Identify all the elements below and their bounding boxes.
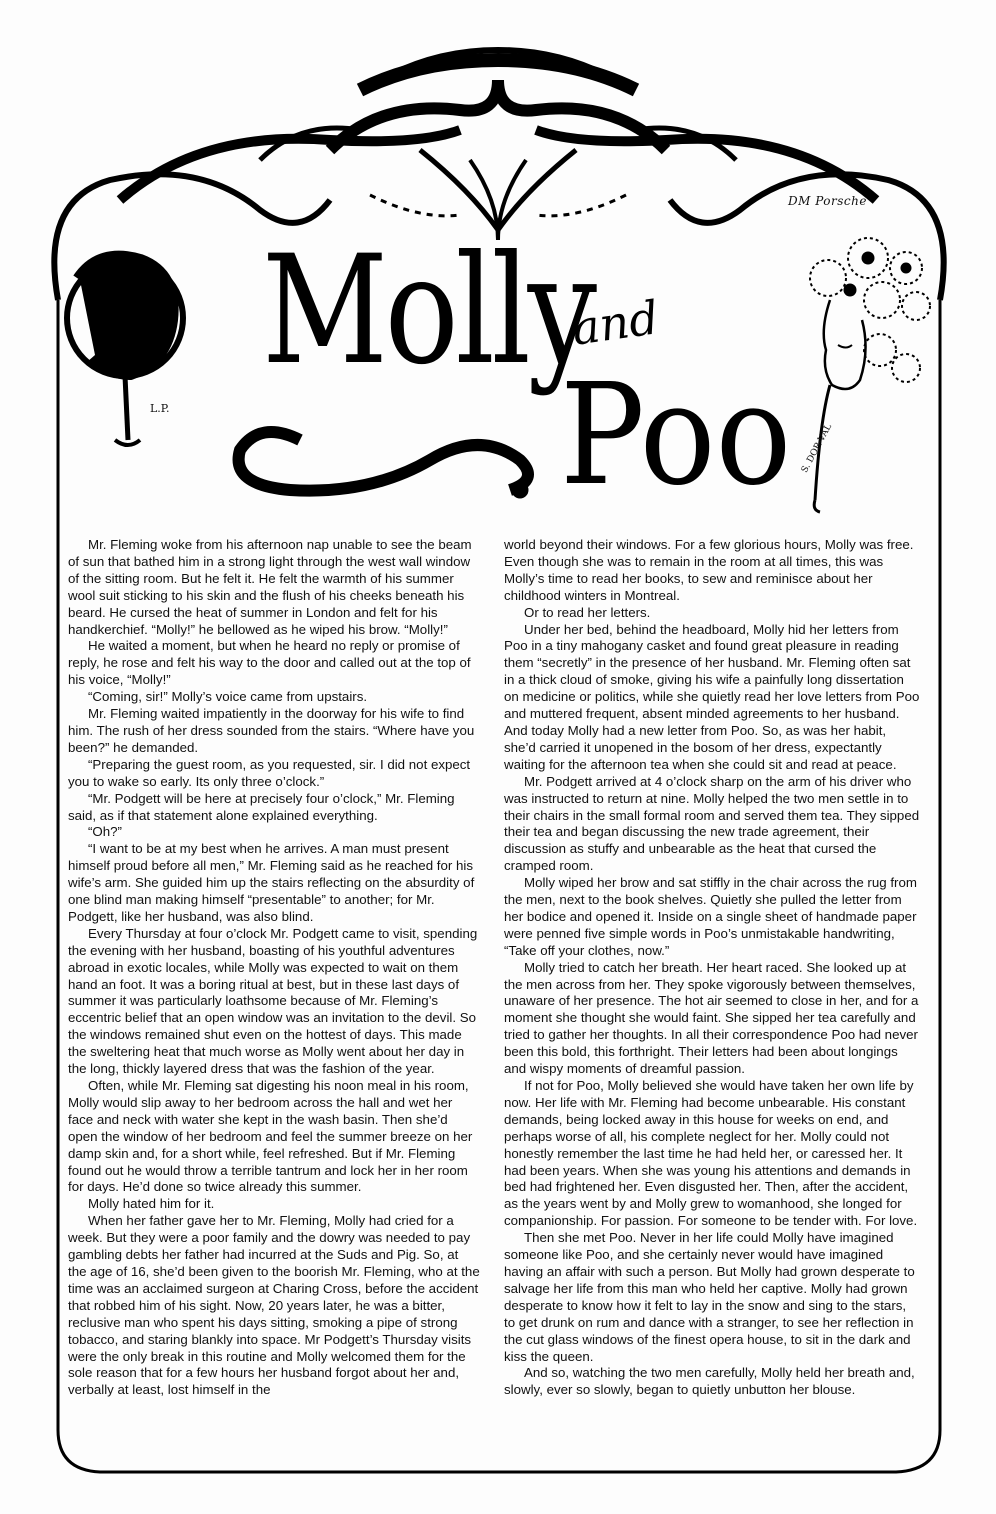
- left-portrait-signature: L.P.: [150, 402, 170, 415]
- paragraph: Often, while Mr. Fleming sat digesting his noon meal in his room, Molly would slip away to her bedroom across the hall and wet her face and neck with water she kept in the wash basin. Then she’d open the window of her bedroom and feel the summer breeze on her damp skin and, for a short while, feel refreshed. But if Mr. Fleming found out he would throw a terrible tantrum and lock her in her room for days. He’d done so twice already this summer.: [68, 1078, 473, 1195]
- paragraph: “Mr. Podgett will be here at precisely four o’clock,” Mr. Fleming said, as if that statement alone explained everything.: [68, 790, 455, 823]
- paragraph: Molly wiped her brow and sat stiffly in the chair across the rug from the men, next to the book shelves. Quietly she pulled the letter from her bodice and opened it. Inside on a single sheet of handmade paper were penned five simple words in Poo’s unmistakable handwriting, “Take off your clothes, now.”: [504, 875, 917, 958]
- paragraph: “Preparing the guest room, as you requested, sir. I did not expect you to wake so early. Its only three o’clock.”: [68, 756, 471, 789]
- paragraph: When her father gave her to Mr. Fleming, Molly had cried for a week. But they were a poor family and the dowry was needed to pay gambling debts her father had incurred at the Suds and Pig. So, at the age of 16, she’d been given to the boorish Mr. Fleming, who at the time was an acclaimed surgeon at Charing Cross, before the accident that robbed him of his sight. Now, 20 years later, he was a bitter, reclusive man who spent his days sitting, smoking a pipe of strong tobacco, and staring blankly into space. Mr Podgett’s Thursday visits were the only break in this routine and Molly welcomed them for the sole reason that for a few hours her husband forgot about her and, verbally at least, lost himself in the: [68, 1213, 480, 1398]
- paragraph: Molly tried to catch her breath. Her heart raced. She looked up at the men across from her. They spoke vigorously between themselves, unaware of her presence. The hot air seemed to close in her, and for a moment she thought she would faint. She sipped her tea carefully and tried to gather her thoughts. In all their correspondence Poo had never been this bold, this forthright. Their letters had been about longings and wispy moments of dreamful passion.: [504, 959, 919, 1077]
- right-portrait-signature: S. DOR-VAL: [800, 422, 835, 475]
- title-poo: Poo: [560, 354, 792, 517]
- paragraph: Every Thursday at four o’clock Mr. Podgett came to visit, spending the evening with her husband, boasting of his youthful adventures abroad in exotic locales, while Molly was expected to wait on them hand an foot. It was a boring ritual at best, but in these last days of summer it was particularly loathsome because of Mr. Fleming’s eccentric belief that an open window was an invitation to the devil. So the windows remained shut even on the hottest of days. This made the sweltering heat that much worse as Molly went about her day in the long, thickly layered dress that was the fashion of the year.: [68, 925, 478, 1077]
- story-column-left: [68, 537, 480, 1399]
- story-column-right: [504, 537, 920, 1399]
- paragraph: And so, watching the two men carefully, Molly held her breath and, slowly, ever so slowly, began to quietly unbutton her blouse.: [504, 1365, 915, 1398]
- paragraph: If not for Poo, Molly believed she would have taken her own life by now. Her life with Mr. Fleming had become unbearable. His constant demands, being locked away in this house for weeks on end, and perhaps worse of all, his complete neglect for her. Molly could not honestly remember the last time he had held her, or caressed her. It had been years. When she was young his attentions and demands in bed had frightened her. Even disgusted her. Then, after the accident, as the years went by and Molly grew to womanhood, she longed for companionship. For passion. For someone to be tender with. For love.: [504, 1078, 918, 1229]
- title-flourish: [239, 432, 528, 498]
- artist-signature: DM Porsche: [788, 194, 867, 208]
- paragraph: Mr. Fleming woke from his afternoon nap unable to see the beam of sun that bathed him in a strong light through the west wall window of the sitting room. But he felt it. He felt the warmth of his summer wool suit sticking to his skin and the flush of his cheeks beneath his beard. He cursed the heat of summer in London and felt for his handkerchief. “Molly!” he bellowed as he wiped his brow. “Molly!”: [68, 537, 472, 637]
- left-portrait-mirror: [67, 259, 183, 445]
- right-portrait-woman: [810, 238, 930, 512]
- paragraph: world beyond their windows. For a few glorious hours, Molly was free. Even though she was to remain in the room at all times, this was Molly’s time to read her books, to sew and reminisce about her childhood winters in Montreal.: [504, 537, 914, 603]
- paragraph: “Oh?”: [88, 824, 122, 840]
- paragraph: Or to read her letters.: [524, 604, 651, 620]
- paragraph: Molly hated him for it.: [88, 1196, 215, 1212]
- paragraph: Mr. Fleming waited impatiently in the doorway for his wife to find him. The rush of her dress sounded from the stairs. “Where have you been?” he demanded.: [68, 706, 475, 755]
- paragraph: Mr. Podgett arrived at 4 o’clock sharp on the arm of his driver who was instructed to return at nine. Molly helped the two men settle in to their chairs in the small formal room and served them tea. They sipped their tea and began discussing the new trade agreement, their discussion as stuffy and unbearable as the heat that cursed the cramped room.: [504, 773, 920, 874]
- title-and: and: [568, 290, 662, 356]
- title-molly: Molly: [262, 224, 594, 398]
- paragraph: He waited a moment, but when he heard no reply or promise of reply, he rose and felt his way to the door and called out at the top of his voice, “Molly!”: [68, 638, 471, 688]
- paragraph: Then she met Poo. Never in her life could Molly have imagined someone like Poo, and she certainly never would have imagined having an affair with such a person. But Molly had grown desperate to salvage her life from this man who held her captive. Molly had grown desperate to know how it felt to lay in the snow and sing to the stars, to get drunk on rum and dance with a stranger, to see her reflection in the cut glass windows of the finest opera house, to sit in the dark and kiss the queen.: [504, 1230, 915, 1364]
- paragraph: Under her bed, behind the headboard, Molly hid her letters from Poo in a tiny mahogany casket and found great pleasure in reading them “secretly” in the presence of her husband. Mr. Fleming often sat in a thick cloud of smoke, giving his wife a painfully long dissertation on medicine or politics, while she quietly read her love letters from Poo and muttered frequent, absent minded agreements to her husband. And today Molly had a new letter from Poo. So, as was her habit, she’d carried it unopened in the bosom of her dress, expectantly waiting for the afternoon tea when she could sit and read at peace.: [504, 621, 920, 772]
- paragraph: “Coming, sir!” Molly’s voice came from upstairs.: [88, 689, 368, 705]
- paragraph: “I want to be at my best when he arrives. A man must present himself proud before all men,” Mr. Fleming said as he reached for his wife’s arm. She guided him up the stairs reflecting on the absurdity of one blind man making himself “presentable” to another; for Mr. Podgett, like her husband, was also blind.: [68, 841, 475, 924]
